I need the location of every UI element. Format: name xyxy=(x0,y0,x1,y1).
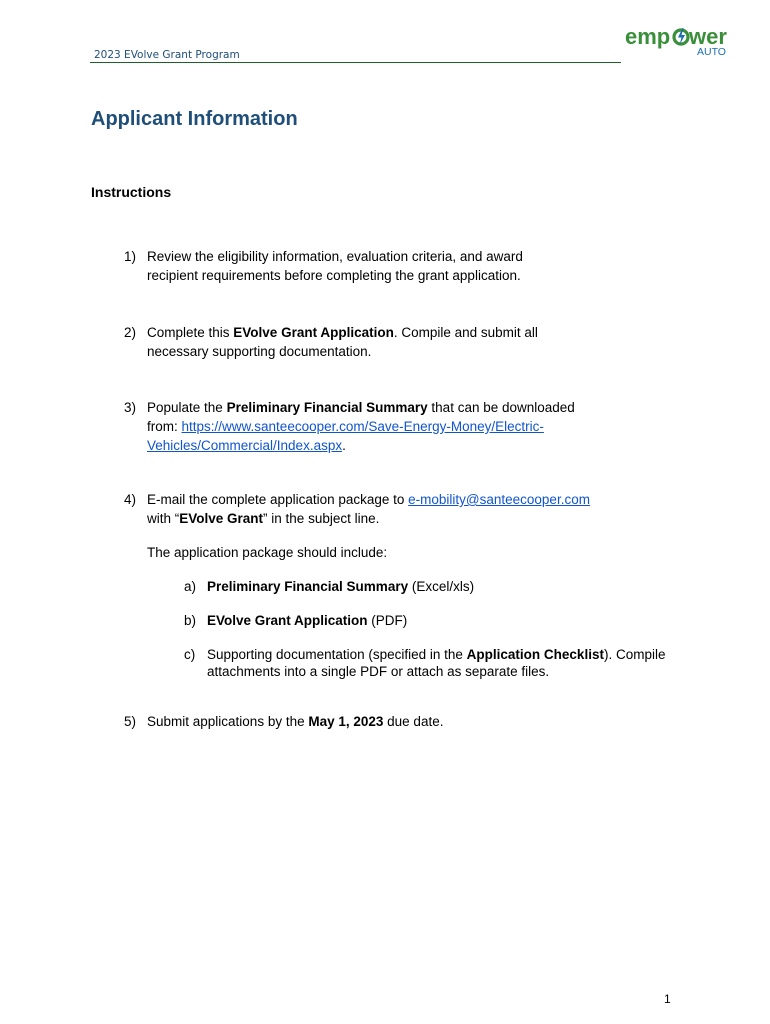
step-text-post: . xyxy=(342,438,346,453)
empower-auto-logo-graphic xyxy=(624,22,734,58)
item-letter: b) xyxy=(184,613,197,628)
step-number: 1) xyxy=(124,249,137,264)
step-number: 3) xyxy=(124,400,137,415)
package-item-b xyxy=(184,612,704,629)
item-post: (Excel/xls) xyxy=(408,579,475,594)
item-bold: Application Checklist xyxy=(466,647,604,662)
download-link[interactable]: https://www.santeecooper.com/Save-Energy-Money/Electric-Vehicles/Commercial/Index.aspx xyxy=(147,419,544,453)
step-text-pre: Populate the xyxy=(147,400,227,415)
step-text-bold: EVolve Grant xyxy=(179,511,264,526)
logo-word-end: wer xyxy=(689,24,727,49)
step-text-bold: EVolve Grant Application xyxy=(233,325,394,340)
item-bold: EVolve Grant Application xyxy=(207,613,368,628)
logo-word-start: emp xyxy=(625,24,671,49)
instruction-step-4 xyxy=(124,490,684,528)
instruction-step-1 xyxy=(124,247,684,285)
item-letter: c) xyxy=(184,647,196,662)
package-item-c xyxy=(184,646,704,680)
package-item-a xyxy=(184,578,704,595)
instruction-step-5 xyxy=(124,712,684,731)
instructions-heading: Instructions xyxy=(91,184,172,200)
step-text-post: ” in the subject line. xyxy=(263,511,380,526)
header-program-title: 2023 EVolve Grant Program xyxy=(94,49,240,61)
step-number: 4) xyxy=(124,492,137,507)
instruction-step-2 xyxy=(124,323,684,361)
step-text: Review the eligibility information, evaluation criteria, and award recipient requirements before completing the grant application. xyxy=(147,249,523,283)
header-divider xyxy=(90,62,621,63)
item-bold: Preliminary Financial Summary xyxy=(207,579,409,594)
step-text-bold: May 1, 2023 xyxy=(308,714,384,729)
step-text-mid: that can be downloaded from: xyxy=(147,400,575,434)
step-text-pre: Submit applications by the xyxy=(147,714,309,729)
step-number: 2) xyxy=(124,325,137,340)
empower-auto-logo xyxy=(624,22,734,58)
step-text-pre: Complete this xyxy=(147,325,234,340)
item-post: ). Compile attachments into a single PDF or attach as separate files. xyxy=(207,647,666,679)
email-link[interactable]: e-mobility@santeecooper.com xyxy=(408,492,590,507)
step-text-post: due date. xyxy=(383,714,444,729)
page-title: Applicant Information xyxy=(91,108,298,130)
logo-power-icon xyxy=(674,28,688,45)
step-text-pre: E-mail the complete application package to xyxy=(147,492,409,507)
step-number: 5) xyxy=(124,714,137,729)
instruction-step-3 xyxy=(124,398,684,455)
page-number: 1 xyxy=(664,992,671,1006)
item-letter: a) xyxy=(184,579,197,594)
package-intro: The application package should include: xyxy=(147,545,388,560)
item-post: (PDF) xyxy=(367,613,408,628)
step-text-mid: with “ xyxy=(147,511,180,526)
logo-sub: AUTO xyxy=(697,46,726,58)
step-text-post: . Compile and submit all necessary supporting documentation. xyxy=(147,325,538,359)
step-text-bold: Preliminary Financial Summary xyxy=(226,400,428,415)
item-pre: Supporting documentation (specified in the xyxy=(207,647,467,662)
